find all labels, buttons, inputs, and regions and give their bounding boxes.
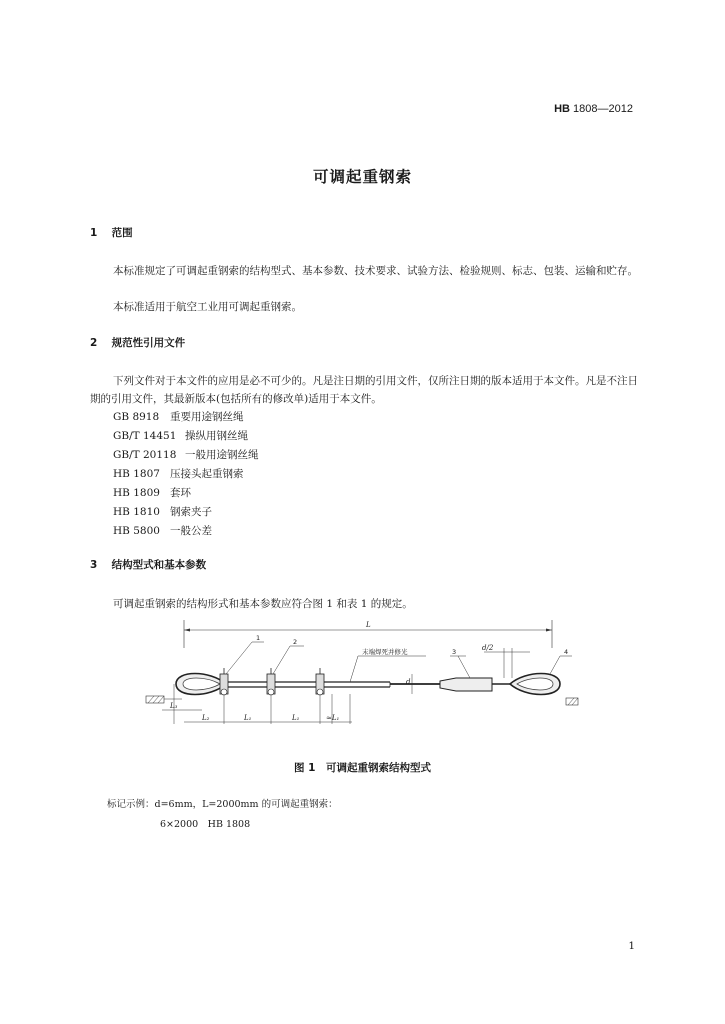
section-number: 1 (90, 227, 98, 239)
cable-clamp (316, 668, 324, 695)
right-anchor-block (566, 698, 578, 705)
page-title: 可调起重钢索 (312, 168, 412, 186)
reference-code: HB 1807 (113, 468, 160, 480)
label-d: d (406, 678, 411, 686)
section-title: 规范性引用文件 (111, 337, 186, 349)
cable-clamp (220, 668, 228, 695)
section-number: 3 (90, 559, 98, 571)
label-L1-first: L₁ (244, 714, 252, 722)
reference-name: 一般用途钢丝绳 (185, 449, 259, 461)
section-title: 结构型式和基本参数 (111, 559, 207, 571)
scope-paragraph-1: 本标准规定了可调起重钢索的结构型式、基本参数、技术要求、试验方法、检验规则、标志、包装、运输和贮存。 (113, 265, 638, 277)
reference-code: HB 1810 (113, 506, 160, 518)
leader-line (350, 656, 358, 682)
part-label-3: 3 (452, 648, 457, 656)
standard-number (554, 103, 633, 115)
part-label-2: 2 (293, 638, 298, 646)
arrow-head (184, 629, 190, 632)
structure-paragraph: 可调起重钢索的结构形式和基本参数应符合图 1 和表 1 的规定。 (113, 598, 413, 610)
list-item (113, 484, 259, 503)
reference-name: 一般公差 (170, 525, 212, 537)
hatch-line (153, 696, 159, 703)
section-number: 2 (90, 337, 98, 349)
reference-code: HB 5800 (113, 525, 160, 537)
reference-name: 套环 (170, 487, 191, 499)
leader-line (550, 656, 560, 674)
label-L3: L₃ (170, 702, 178, 710)
standard-prefix: HB (554, 103, 570, 115)
cable-clamp (267, 668, 275, 695)
section-heading-structure (90, 557, 206, 572)
reference-code: HB 1809 (113, 487, 160, 499)
hatch-line (148, 696, 154, 703)
reference-name: 压接头起重钢索 (170, 468, 244, 480)
part-label-4: 4 (564, 648, 569, 656)
list-item (113, 446, 259, 465)
list-item (113, 503, 259, 522)
list-item (113, 427, 259, 446)
scope-paragraph-2: 本标准适用于航空工业用可调起重钢索。 (113, 301, 302, 313)
arrow-head (546, 629, 552, 632)
cable-structure-figure (140, 618, 600, 738)
hatch-line (158, 696, 164, 703)
reference-code: GB/T 14451 (113, 430, 177, 442)
reference-name: 钢索夹子 (170, 506, 212, 518)
reference-code: GB/T 20118 (113, 449, 177, 461)
standard-code: 1808—2012 (573, 103, 633, 115)
list-item (113, 465, 259, 484)
label-d-half: d/2 (482, 644, 494, 652)
leader-line (273, 646, 290, 674)
section-title: 范围 (111, 227, 133, 239)
references-intro: 下列文件对于本文件的应用是必不可少的。凡是注日期的引用文件，仅所注日期的版本适用于本文件。凡是不注日期的引用文件，其最新版本(包括所有的修改单)适用于本文件。 (90, 375, 638, 405)
reference-code: GB 8918 (113, 411, 160, 423)
weld-note: 末端焊死并修光 (362, 648, 408, 656)
figure-caption: 图 1 可调起重钢索结构型式 (294, 762, 431, 774)
label-L: L (366, 621, 371, 629)
leader-line (226, 642, 252, 674)
reference-list (113, 408, 259, 541)
part-label-1: 1 (256, 634, 261, 642)
marking-code: 6×2000 HB 1808 (160, 819, 251, 830)
list-item (113, 522, 259, 541)
leader-line (458, 656, 470, 678)
label-L1-approx: ≈L₁ (326, 714, 340, 722)
reference-name: 操纵用钢丝绳 (185, 430, 248, 442)
reference-name: 重要用途钢丝绳 (170, 411, 244, 423)
swaged-fitting (440, 678, 492, 691)
list-item (113, 408, 259, 427)
page-number: 1 (628, 940, 635, 952)
section-heading-references (90, 335, 185, 350)
section-heading-scope (90, 225, 133, 240)
label-L1-second: L₁ (292, 714, 300, 722)
label-L2: L₂ (202, 714, 210, 722)
marking-example: 标记示例：d=6mm，L=2000mm 的可调起重钢索： (107, 799, 338, 810)
